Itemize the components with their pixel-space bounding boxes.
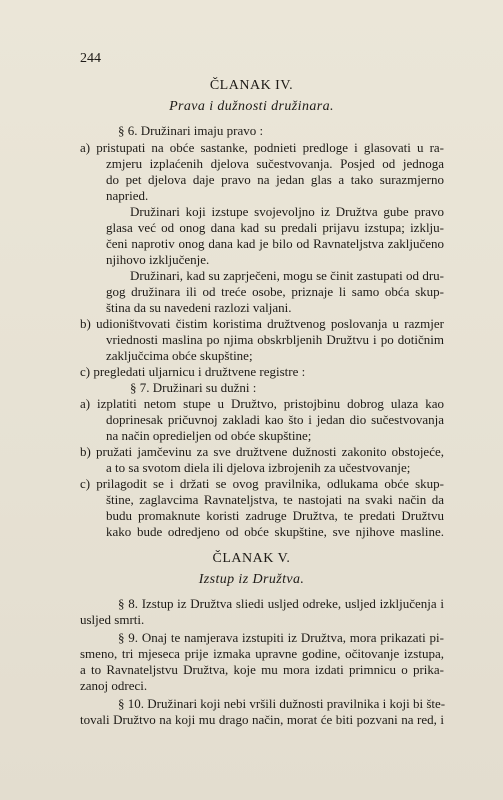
text-line: a) pristupati na obće sastanke, podnieti predloge i glasovati u ra- [80, 140, 444, 155]
text-line: c) prilagodit se i držati se ovog pravilnika, odlukama obće skup- [80, 476, 444, 491]
text-line: glasa već od onog dana kad su predali prijavu izstupa; izklju- [106, 220, 444, 235]
text-line: do pet djelova daje pravo na jedan glas a tako surazmjerno [106, 172, 444, 187]
text-line: § 6. Družinari imaju pravo : [118, 123, 264, 138]
text-line: Družinari, kad su zaprječeni, mogu se činit zastupati od dru- [130, 268, 444, 283]
text-line: a to Ravnateljstvu Družtva, koje mu mora izdati primnicu o prika- [80, 662, 444, 677]
text-line: na način opredieljen od obće skupštine; [106, 428, 312, 443]
text-line: § 10. Družinari koji nebi vršili dužnosti pravilnika i koji bi šte- [118, 696, 446, 711]
text-line: štine, zaglavcima Ravnateljstva, te nastojati na svaki način da [106, 492, 444, 507]
article-4-heading: ČLANAK IV. [209, 78, 294, 93]
text-line: njihovo izključenje. [106, 252, 210, 267]
text-line: § 7. Družinari su dužni : [130, 380, 257, 395]
article-5-heading: ČLANAK V. [212, 551, 291, 566]
text-line: ština da su navedeni razlozi valjani. [106, 300, 292, 315]
text-line: § 9. Onaj te namjerava izstupiti iz Družtva, mora prikazati pi- [118, 630, 444, 645]
text-line: a) izplatiti netom stupe u Družtvo, pristojbinu dobrog ulaza kao [80, 396, 444, 411]
text-line: gog družinara ili od treće osobe, priznaje li samo obća skup- [106, 284, 444, 299]
text-line: zanoj odreci. [80, 678, 148, 693]
text-line: Družinari koji izstupe svojevoljno iz Družtva gube pravo [130, 204, 444, 219]
text-line: usljed smrti. [80, 612, 145, 627]
text-line: vriednosti maslina po njima obskrbljenih Družtvu i po dotičnim [106, 332, 444, 347]
text-line: a to sa svotom diela ili djelova izbrojenih za učestvovanje; [106, 460, 411, 475]
text-line: smeno, tri mjeseca prije izmaka upravne godine, očitovanje izstupa, [80, 646, 444, 661]
text-line: čeni naprotiv onog dana kad je bilo od Ravnateljstva zaključeno [106, 236, 444, 251]
article-5-subtitle: Izstup iz Družtva. [198, 572, 305, 587]
text-line: doprinesak pričuvnoj zakladi kao što i jedan dio sučestvovanja [106, 412, 444, 427]
text-line: tovali Družtvo na koji mu drago način, morat će biti pozvani na red, i [80, 712, 444, 727]
article-4-subtitle: Prava i dužnosti družinara. [169, 99, 334, 114]
text-line: budu promaknute koristi zadruge Družtva, te predati Družtvu [106, 508, 444, 523]
text-line: § 8. Izstup iz Družtva sliedi usljed odreke, usljed izključenja i [118, 596, 444, 611]
text-line: b) pružati jamčevinu za sve družtvene dužnosti zakonito obstojeće, [80, 444, 444, 459]
text-line: b) udioništvovati čistim koristima družtvenog poslovanja u razmjer [80, 316, 444, 331]
text-line: kako bude odredjeno od obće skupštine, sve njihove masline. [106, 524, 444, 539]
text-line: c) pregledati uljarnicu i družtvene registre : [80, 364, 306, 379]
text-line: zaključcima obće skupštine; [106, 348, 253, 363]
text-line: napried. [106, 188, 149, 203]
page-number: 244 [80, 51, 101, 66]
text-line: zmjeru izplaćenih djelova sučestvovanja. Posjed od jednoga [106, 156, 444, 171]
